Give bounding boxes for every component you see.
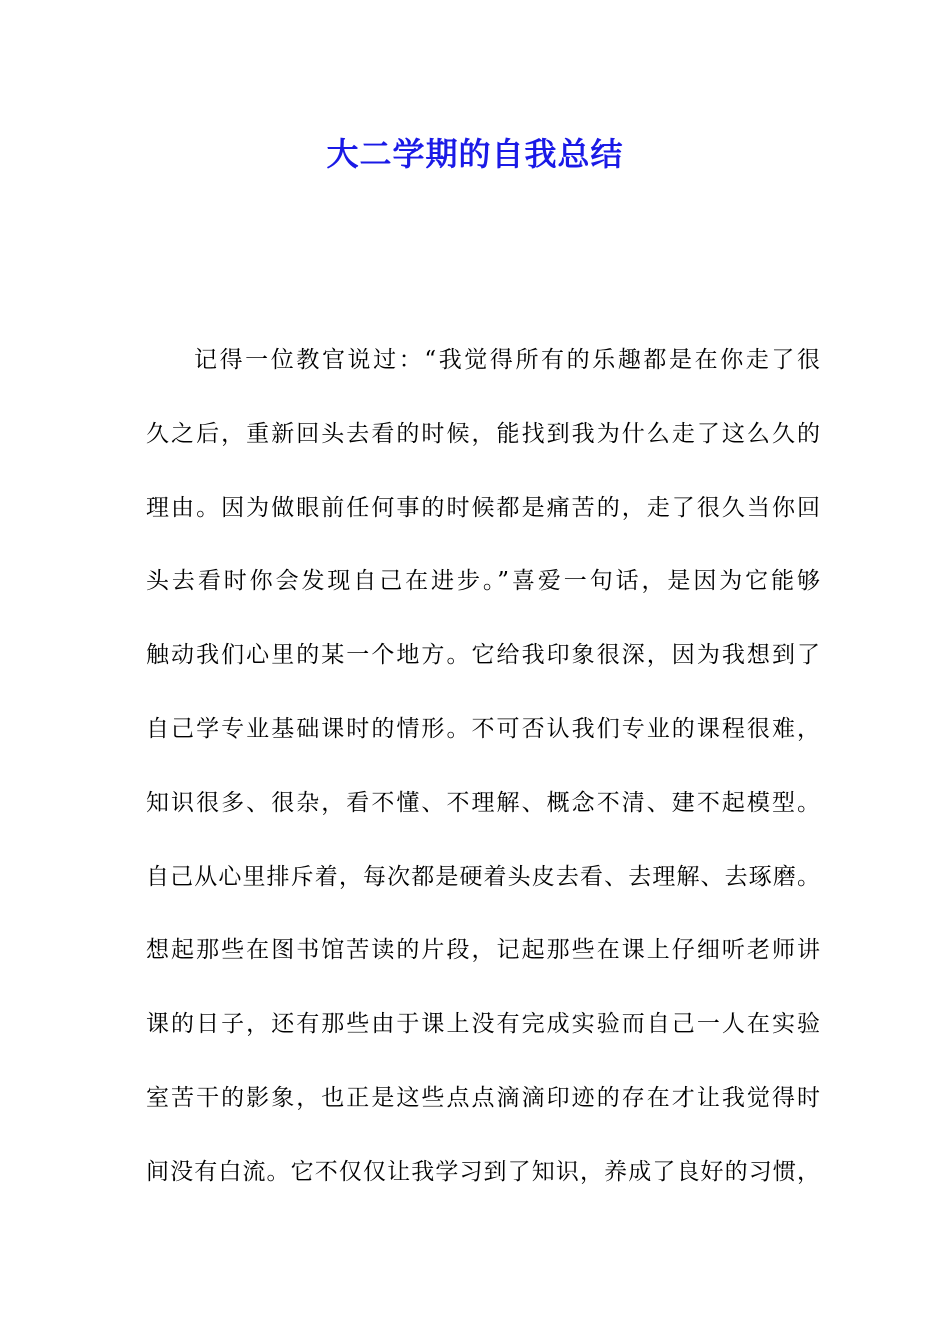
body-line: 头去看时你会发现自己在进步。”喜爱一句话，是因为它能够 — [146, 568, 820, 595]
body-line: 想起那些在图书馆苦读的片段，记起那些在课上仔细听老师讲 — [146, 937, 820, 964]
body-line: 自己从心里排斥着，每次都是硬着头皮去看、去理解、去琢磨。 — [146, 863, 820, 890]
body-line: 久之后，重新回头去看的时候，能找到我为什么走了这么久的 — [146, 420, 820, 447]
document-title: 大二学期的自我总结 — [326, 135, 624, 173]
body-line: 自己学专业基础课时的情形。不可否认我们专业的课程很难， — [146, 715, 820, 742]
body-line: 知识很多、很杂，看不懂、不理解、概念不清、建不起模型。 — [146, 789, 820, 816]
body-line: 间没有白流。它不仅仅让我学习到了知识，养成了良好的习惯， — [146, 1158, 820, 1185]
document-body — [146, 338, 820, 1224]
body-line: 触动我们心里的某一个地方。它给我印象很深，因为我想到了 — [146, 642, 820, 669]
body-line: 理由。因为做眼前任何事的时候都是痛苦的，走了很久当你回 — [146, 494, 820, 521]
body-line: 室苦干的影象，也正是这些点点滴滴印迹的存在才让我觉得时 — [146, 1084, 820, 1111]
body-line: 记得一位教官说过：“我觉得所有的乐趣都是在你走了很 — [194, 347, 820, 373]
body-line: 课的日子，还有那些由于课上没有完成实验而自己一人在实验 — [146, 1011, 820, 1038]
